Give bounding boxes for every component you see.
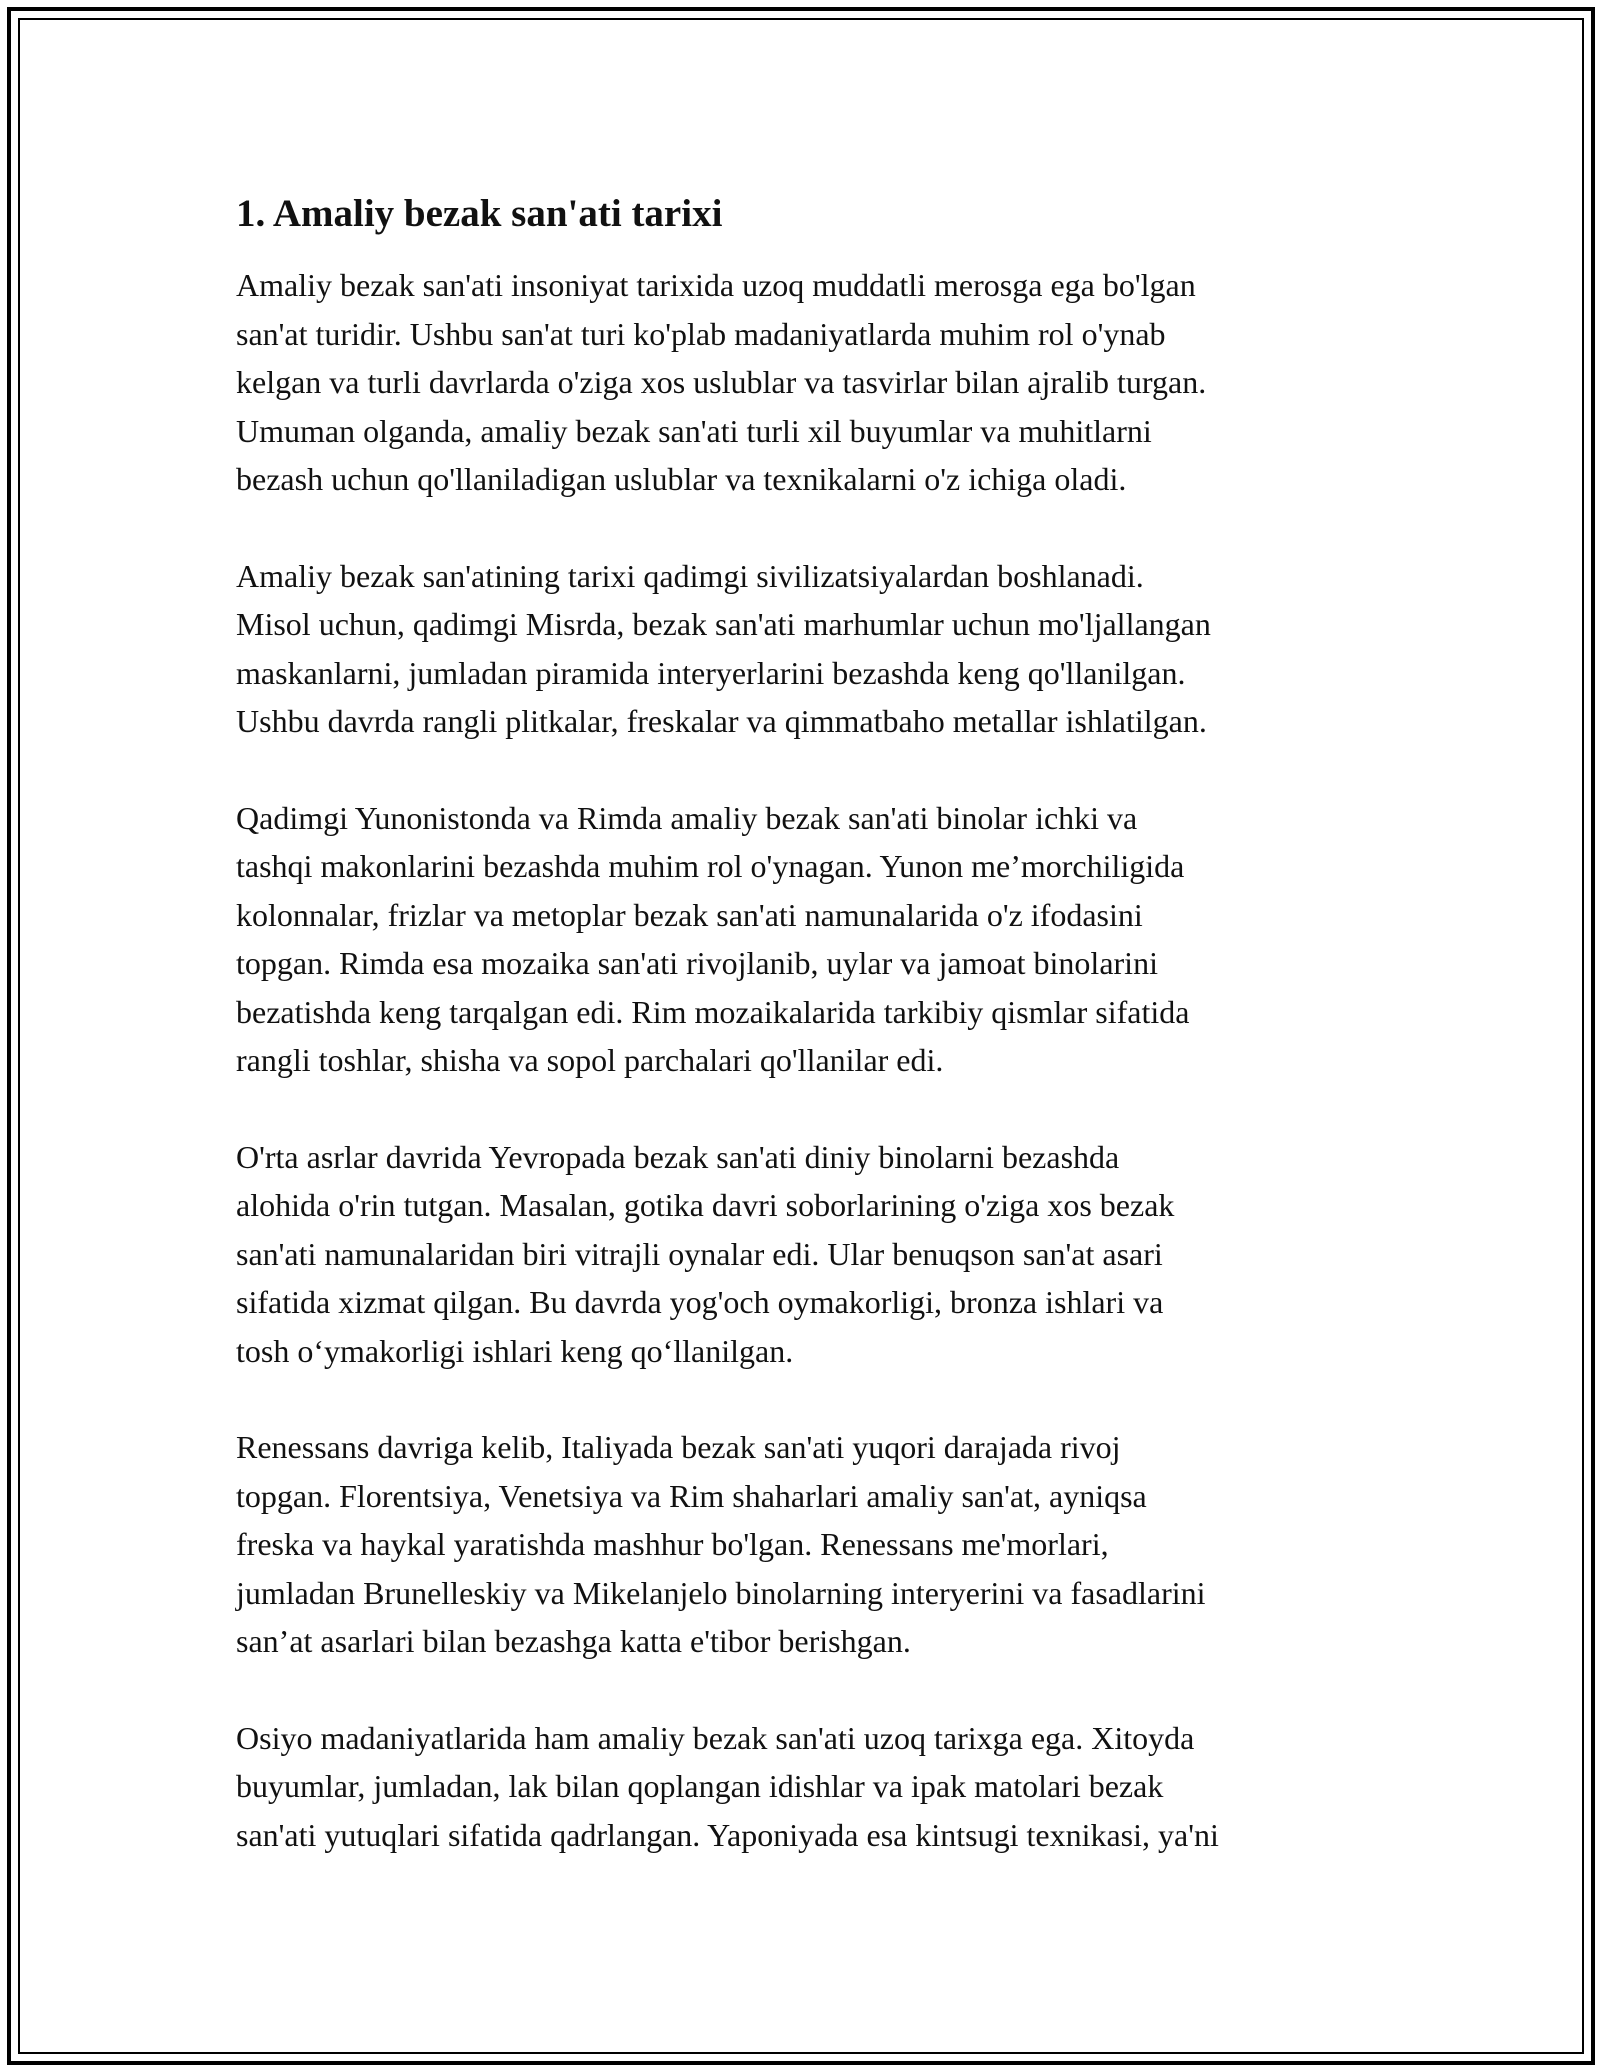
- paragraph-line: san'ati yutuqlari sifatida qadrlangan. Yaponiyada esa kintsugi texnikasi, ya'ni: [236, 1816, 1219, 1853]
- paragraph: [236, 1714, 1386, 1860]
- paragraph-line: tashqi makonlarini bezashda muhim rol o'ynagan. Yunon me’morchiligida: [236, 848, 1185, 884]
- paragraph-line: kelgan va turli davrlarda o'ziga xos uslublar va tasvirlar bilan ajralib turgan.: [236, 364, 1207, 400]
- paragraph-line: topgan. Rimda esa mozaika san'ati rivojlanib, uylar va jamoat binolarini: [236, 945, 1158, 981]
- paragraph-line: san'at turidir. Ushbu san'at turi ko'plab madaniyatlarda muhim rol o'ynab: [236, 315, 1166, 352]
- paragraph-line: Osiyo madaniyatlarida ham amaliy bezak san'ati uzoq tarixga ega. Xitoyda: [236, 1719, 1195, 1756]
- paragraph-line: tosh o‘ymakorligi ishlari keng qo‘llanilgan.: [236, 1332, 794, 1369]
- paragraph-line: buyumlar, jumladan, lak bilan qoplangan idishlar va ipak matolari bezak: [236, 1768, 1164, 1804]
- paragraph: [236, 794, 1386, 1085]
- paragraph-line: topgan. Florentsiya, Venetsiya va Rim shaharlari amaliy san'at, ayniqsa: [236, 1477, 1147, 1514]
- paragraph-line: Amaliy bezak san'ati insoniyat tarixida uzoq muddatli merosga ega bo'lgan: [236, 267, 1196, 303]
- paragraph-line: Qadimgi Yunonistonda va Rimda amaliy bezak san'ati binolar ichki va: [236, 799, 1138, 836]
- paragraph: [236, 261, 1386, 504]
- paragraph: [236, 1133, 1386, 1376]
- document-body: [236, 186, 1386, 1859]
- paragraph-line: Renessans davriga kelib, Italiyada bezak san'ati yuqori darajada rivoj: [236, 1429, 1121, 1465]
- paragraph-line: Amaliy bezak san'atining tarixi qadimgi sivilizatsiyalardan boshlanadi.: [236, 557, 1144, 594]
- paragraph-line: bezash uchun qo'llaniladigan uslublar va texnikalarni o'z ichiga oladi.: [236, 461, 1127, 497]
- paragraph-line: Ushbu davrda rangli plitkalar, freskalar va qimmatbaho metallar ishlatilgan.: [236, 703, 1207, 739]
- paragraph-line: kolonnalar, frizlar va metoplar bezak san'ati namunalarida o'z ifodasini: [236, 896, 1143, 933]
- paragraph-line: sifatida xizmat qilgan. Bu davrda yog'och oymakorligi, bronza ishlari va: [236, 1284, 1164, 1320]
- paragraph: [236, 552, 1386, 746]
- paragraph-line: O'rta asrlar davrida Yevropada bezak san'ati diniy binolarni bezashda: [236, 1138, 1120, 1175]
- paragraph-line: rangli toshlar, shisha va sopol parchalari qo'llanilar edi.: [236, 1042, 944, 1078]
- paragraph-line: alohida o'rin tutgan. Masalan, gotika davri soborlarining o'ziga xos bezak: [236, 1187, 1175, 1223]
- paragraph-line: freska va haykal yaratishda mashhur bo'lgan. Renessans me'morlari,: [236, 1526, 1109, 1562]
- paragraph-line: Misol uchun, qadimgi Misrda, bezak san'ati marhumlar uchun mo'ljallangan: [236, 606, 1211, 642]
- paragraph-line: san'ati namunalaridan biri vitrajli oynalar edi. Ular benuqson san'at asari: [236, 1235, 1163, 1272]
- paragraph-line: san’at asarlari bilan bezashga katta e'tibor berishgan.: [236, 1623, 911, 1659]
- paragraph-line: jumladan Brunelleskiy va Mikelanjelo binolarning interyerini va fasadlarini: [236, 1574, 1206, 1611]
- section-heading: 1. Amaliy bezak san'ati tarixi: [236, 192, 723, 235]
- paragraph-line: maskanlarni, jumladan piramida interyerlarini bezashda keng qo'llanilgan.: [236, 654, 1186, 691]
- paragraph-line: Umuman olganda, amaliy bezak san'ati turli xil buyumlar va muhitlarni: [236, 412, 1152, 449]
- paragraph: [236, 1423, 1386, 1666]
- paragraph-line: bezatishda keng tarqalgan edi. Rim mozaikalarida tarkibiy qismlar sifatida: [236, 993, 1190, 1030]
- paragraph-list: [236, 261, 1386, 1859]
